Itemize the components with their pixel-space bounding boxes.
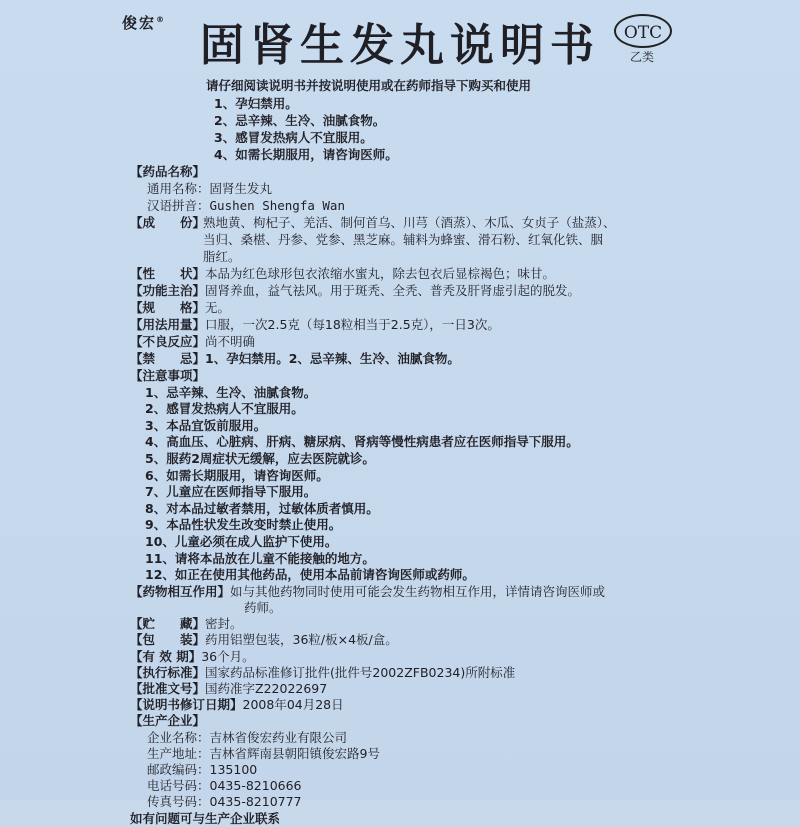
warning-item: 2、忌辛辣、生冷、油腻食物。	[214, 113, 386, 128]
section-standard: 【执行标准】国家药品标准修订批件(批件号2002ZFB0234)所附标准	[130, 665, 516, 680]
manufacturer-zip: 邮政编码：135100	[147, 762, 258, 777]
warning-item: 3、感冒发热病人不宜服用。	[214, 130, 373, 145]
precaution-item: 8、对本品过敏者禁用，过敏体质者慎用。	[145, 501, 379, 516]
page-title: 固肾生发丸说明书	[200, 20, 600, 71]
precaution-item: 3、本品宜饭前服用。	[145, 418, 267, 433]
precaution-item: 10、儿童必须在成人监护下使用。	[145, 534, 338, 549]
section-package: 【包 装】药用铝塑包装，36粒/板×4板/盒。	[130, 632, 398, 647]
ingredients-line: 熟地黄、枸杞子、羌活、制何首乌、川芎（酒蒸）、木瓜、女贞子（盐蒸）、	[203, 215, 616, 230]
precaution-item: 5、服药2周症状无缓解，应去医院就诊。	[145, 451, 375, 466]
brand-logo: 俊宏®	[122, 14, 167, 32]
header-notice: 请仔细阅读说明书并按说明使用或在药师指导下购买和使用	[206, 78, 532, 93]
precaution-item: 9、本品性状发生改变时禁止使用。	[145, 517, 342, 532]
footer-contact: 如有问题可与生产企业联系	[130, 811, 281, 826]
precaution-item: 6、如需长期服用，请咨询医师。	[145, 468, 329, 483]
manufacturer-name: 企业名称：吉林省俊宏药业有限公司	[147, 730, 348, 745]
section-storage: 【贮 藏】密封。	[130, 616, 243, 631]
section-drug-name: 【药品名称】	[130, 164, 206, 179]
section-validity: 【有 效 期】36个月。	[130, 649, 255, 664]
precaution-item: 1、忌辛辣、生冷、油腻食物。	[145, 385, 317, 400]
warning-item: 1、孕妇禁用。	[214, 96, 298, 111]
ingredients-line: 当归、桑椹、丹参、党参、黑芝麻。辅料为蜂蜜、滑石粉、红氧化铁、胭	[203, 232, 604, 247]
section-adverse: 【不良反应】尚不明确	[130, 334, 256, 349]
precaution-item: 4、高血压、心脏病、肝病、糖尿病、肾病等慢性病患者应在医师指导下服用。	[145, 434, 579, 449]
section-appearance: 【性 状】本品为红色球形包衣浓缩水蜜丸，除去包衣后显棕褐色；味甘。	[130, 266, 556, 281]
section-spec: 【规 格】无。	[130, 300, 231, 315]
manufacturer-phone: 电话号码：0435-8210666	[147, 778, 302, 793]
section-precautions: 【注意事项】	[130, 368, 206, 383]
otc-category: 乙类	[630, 50, 655, 64]
interactions-line: 药师。	[244, 600, 282, 615]
manufacturer-fax: 传真号码：0435-8210777	[147, 794, 302, 809]
precaution-item: 7、儿童应在医师指导下服用。	[145, 484, 317, 499]
section-approval: 【批准文号】国药准字Z22022697	[130, 681, 328, 696]
section-contraindication: 【禁 忌】1、孕妇禁用。2、忌辛辣、生冷、油腻食物。	[130, 351, 460, 366]
section-indication: 【功能主治】固肾养血，益气祛风。用于斑秃、全秃、普秃及肝肾虚引起的脱发。	[130, 283, 581, 298]
section-revision: 【说明书修订日期】2008年04月28日	[130, 697, 344, 712]
warning-item: 4、如需长期服用，请咨询医师。	[214, 147, 398, 162]
section-dosage: 【用法用量】口服，一次2.5克（每18粒相当于2.5克），一日3次。	[130, 317, 500, 332]
section-interactions: 【药物相互作用】如与其他药物同时使用可能会发生药物相互作用，详情请咨询医师或	[130, 584, 606, 599]
otc-badge: OTC	[614, 14, 672, 48]
pinyin-row: 汉语拼音：Gushen Shengfa Wan	[147, 198, 345, 213]
precaution-item: 12、如正在使用其他药品，使用本品前请咨询医师或药师。	[145, 567, 475, 582]
common-name-row: 通用名称：固肾生发丸	[147, 181, 273, 196]
ingredients-line: 脂红。	[203, 249, 241, 264]
section-manufacturer: 【生产企业】	[130, 713, 206, 728]
manufacturer-address: 生产地址：吉林省辉南县朝阳镇俊宏路9号	[147, 746, 380, 761]
precaution-item: 2、感冒发热病人不宜服用。	[145, 401, 304, 416]
section-ingredients: 【成 份】	[130, 215, 206, 230]
precaution-item: 11、请将本品放在儿童不能接触的地方。	[145, 551, 375, 566]
